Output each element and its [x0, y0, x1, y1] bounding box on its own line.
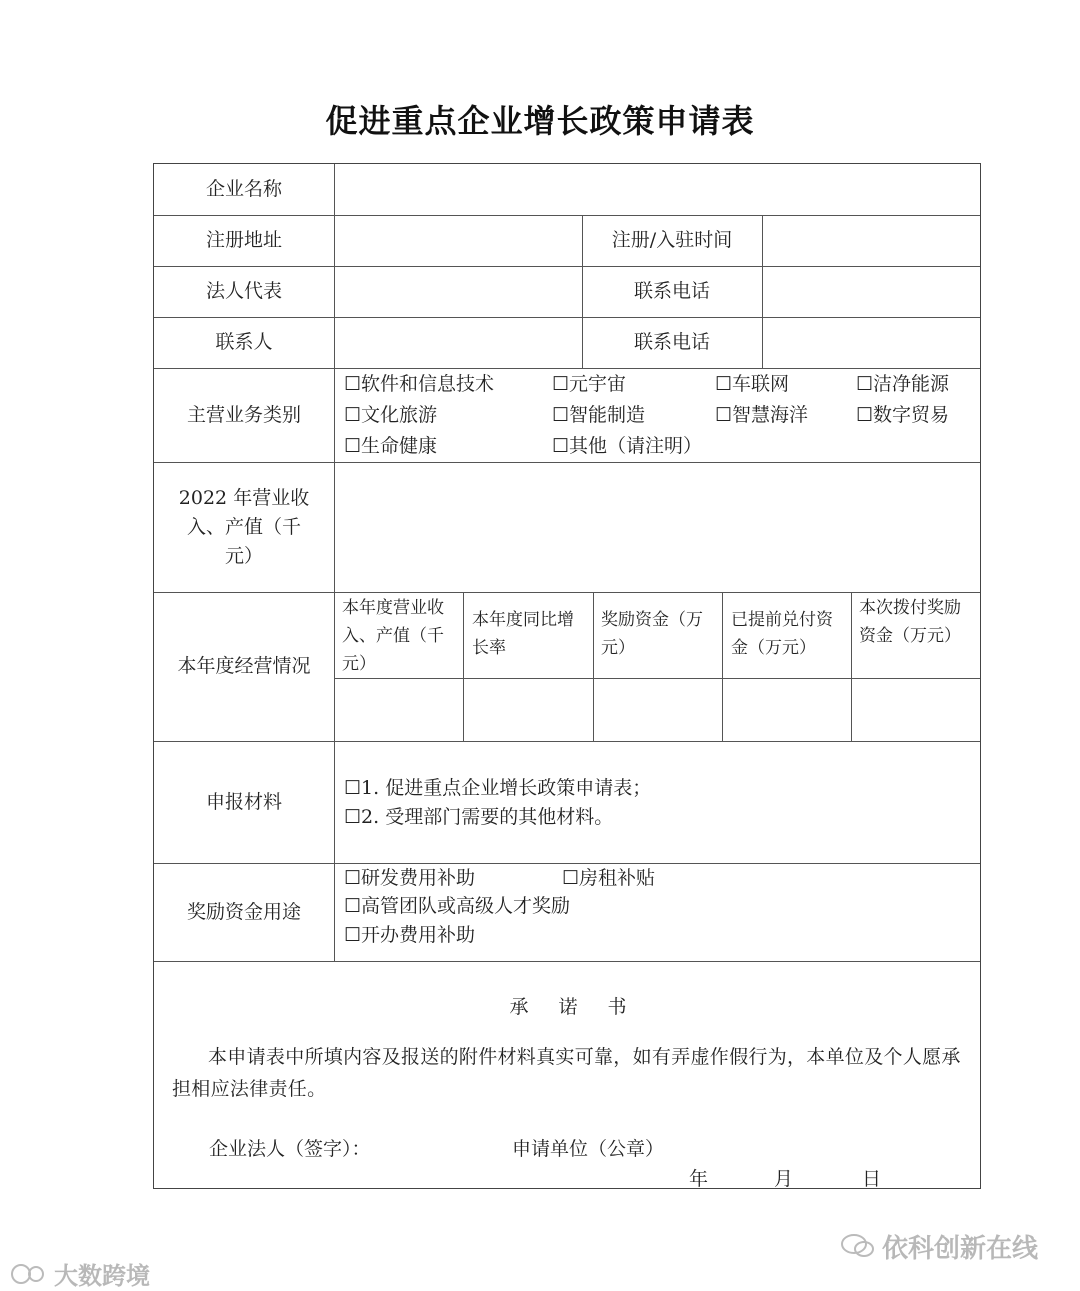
- company-name-label: 企业名称: [205, 178, 282, 200]
- disbursed-fund-field[interactable]: [852, 679, 980, 741]
- revenue-2022-field[interactable]: [335, 462, 980, 592]
- header-current-revenue: 本年度营业收入、产值（千元）: [342, 598, 444, 674]
- checkbox-startup-subsidy[interactable]: ☐开办费用补助: [344, 924, 476, 946]
- legal-phone-field[interactable]: [763, 266, 980, 317]
- checkbox-life-health[interactable]: ☐生命健康: [344, 435, 438, 457]
- prepaid-fund-field[interactable]: [723, 679, 851, 741]
- checkbox-culture-tourism[interactable]: ☐文化旅游: [344, 404, 438, 426]
- checkbox-rent-subsidy[interactable]: ☐房租补贴: [562, 867, 656, 889]
- checkbox-smart-ocean[interactable]: ☐智慧海洋: [715, 404, 809, 426]
- watermark-left-text: 大数跨境: [54, 1262, 150, 1290]
- watermark-right: [840, 1228, 1038, 1267]
- chat-bubble-icon: [10, 1263, 48, 1291]
- reg-address-label: 注册地址: [205, 229, 282, 251]
- application-form: [153, 163, 981, 1189]
- revenue-2022-label: 2022 年营业收入、产值（千元）: [178, 486, 310, 567]
- header-yoy-growth: 本年度同比增长率: [472, 610, 574, 658]
- date-year-label: 年: [689, 1168, 709, 1190]
- form-title: 促进重点企业增长政策申请表: [325, 102, 755, 140]
- business-type-label: 主营业务类别: [186, 403, 301, 426]
- materials-label: 申报材料: [205, 790, 282, 813]
- watermark-right-text: 依科创新在线: [882, 1234, 1039, 1264]
- header-disbursed-fund: 本次拨付奖励资金（万元）: [859, 598, 961, 646]
- watermark-left: [10, 1256, 150, 1291]
- contact-phone-field[interactable]: [763, 317, 980, 368]
- header-prepaid-fund: 已提前兑付资金（万元）: [731, 610, 833, 658]
- reward-fund-field[interactable]: [594, 679, 722, 741]
- fund-use-label: 奖励资金用途: [186, 900, 301, 923]
- contact-field[interactable]: [335, 317, 582, 368]
- checkbox-iov[interactable]: ☐车联网: [715, 373, 790, 395]
- legal-rep-label: 法人代表: [205, 280, 282, 302]
- operations-label: 本年度经营情况: [177, 655, 311, 677]
- reg-time-label: 注册/入驻时间: [611, 229, 733, 251]
- date-day-label: 日: [862, 1168, 882, 1190]
- legal-signature-label: 企业法人（签字）：: [209, 1138, 371, 1160]
- checkbox-rd-subsidy[interactable]: ☐研发费用补助: [344, 867, 476, 889]
- checkbox-talent-reward[interactable]: ☐高管团队或高级人才奖励: [344, 895, 571, 917]
- checkbox-digital-trade[interactable]: ☐数字贸易: [856, 404, 950, 426]
- checkbox-material-2[interactable]: ☐2. 受理部门需要的其他材料。: [344, 806, 614, 828]
- company-name-field[interactable]: [335, 164, 980, 215]
- legal-rep-field[interactable]: [335, 266, 582, 317]
- reg-time-field[interactable]: [763, 215, 980, 266]
- checkbox-software-it[interactable]: ☐软件和信息技术: [344, 373, 495, 395]
- legal-phone-label: 联系电话: [633, 280, 710, 302]
- yoy-growth-field[interactable]: [464, 679, 593, 741]
- row-divider: [154, 961, 980, 962]
- checkbox-smart-manufacturing[interactable]: ☐智能制造: [552, 404, 646, 426]
- wechat-icon: [840, 1232, 876, 1267]
- date-month-label: 月: [774, 1168, 794, 1190]
- unit-seal-label: 申请单位（公章）: [512, 1138, 665, 1160]
- contact-label: 联系人: [215, 331, 273, 353]
- checkbox-material-1[interactable]: ☐1. 促进重点企业增长政策申请表；: [344, 777, 652, 799]
- checkbox-clean-energy[interactable]: ☐洁净能源: [856, 373, 950, 395]
- contact-phone-label: 联系电话: [633, 331, 710, 353]
- current-revenue-field[interactable]: [335, 679, 463, 741]
- promise-title: 承诺书: [509, 996, 657, 1018]
- header-reward-fund: 奖励资金（万元）: [601, 610, 703, 658]
- checkbox-metaverse[interactable]: ☐元宇宙: [552, 373, 627, 395]
- checkbox-other[interactable]: ☐其他（请注明）: [552, 435, 703, 457]
- promise-body: 本申请表中所填内容及报送的附件材料真实可靠，如有弄虚作假行为，本单位及个人愿承担相应法律责任。: [172, 1046, 961, 1100]
- reg-address-field[interactable]: [335, 215, 582, 266]
